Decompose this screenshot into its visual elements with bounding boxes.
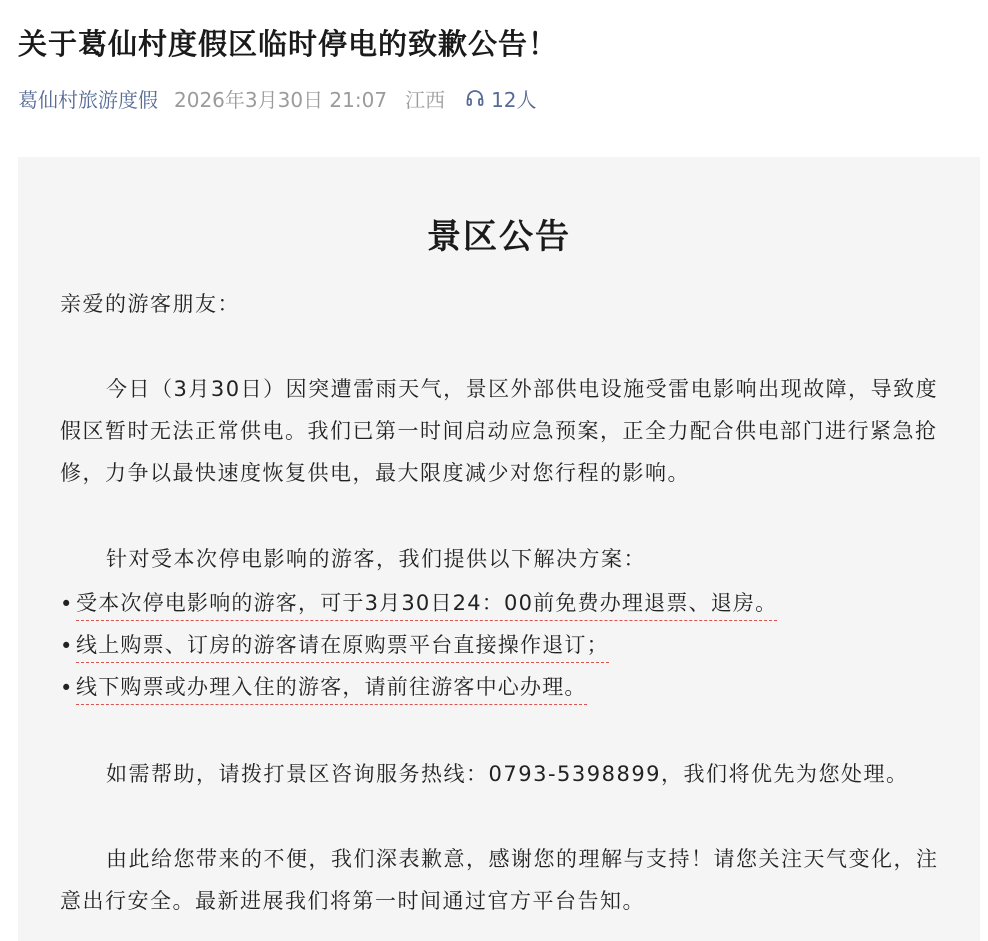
listen-button[interactable] — [465, 84, 536, 113]
solution-text: 受本次停电影响的游客，可于3月30日24：00前免费办理退票、退房。 — [76, 588, 777, 621]
headphone-icon — [465, 88, 485, 108]
bullet-dot: • — [60, 592, 74, 616]
publish-date: 2026年3月30日 21:07 — [174, 87, 388, 112]
bullet-dot: • — [60, 676, 74, 700]
notice-content — [18, 157, 980, 941]
solutions-intro: 针对受本次停电影响的游客，我们提供以下解决方案： — [106, 547, 646, 571]
solution-text: 线下购票或办理入住的游客，请前往游客中心办理。 — [76, 672, 587, 705]
article-meta — [18, 84, 537, 112]
closing-paragraph: 由此给您带来的不便，我们深表歉意，感谢您的理解与支持！请您关注天气变化，注意出行安全。最新进展我们将第一时间通过官方平台告知。 — [60, 847, 939, 913]
article-title: 关于葛仙村度假区临时停电的致歉公告！ — [18, 27, 559, 61]
bullet-dot: • — [60, 634, 74, 658]
help-hotline: 如需帮助，请拨打景区咨询服务热线：0793-5398899，我们将优先为您处理。 — [106, 762, 909, 786]
listener-count: 12人 — [491, 87, 537, 112]
list-item — [60, 667, 960, 709]
notice-heading: 景区公告 — [427, 217, 571, 257]
list-item — [60, 583, 960, 625]
paragraph-outage: 今日（3月30日）因突遭雷雨天气，景区外部供电设施受雷电影响出现故障，导致度假区暂时无法正常供电。我们已第一时间启动应急预案，正全力配合供电部门进行紧急抢修，力争以最快速度恢复供电，最大限度减少对您行程的影响。 — [60, 377, 939, 485]
publish-location: 江西 — [405, 87, 446, 112]
solutions-list — [60, 583, 960, 709]
greeting: 亲爱的游客朋友： — [60, 292, 240, 316]
solution-text: 线上购票、订房的游客请在原购票平台直接操作退订； — [76, 630, 609, 663]
list-item — [60, 625, 960, 667]
account-name-link[interactable]: 葛仙村旅游度假 — [18, 87, 158, 112]
